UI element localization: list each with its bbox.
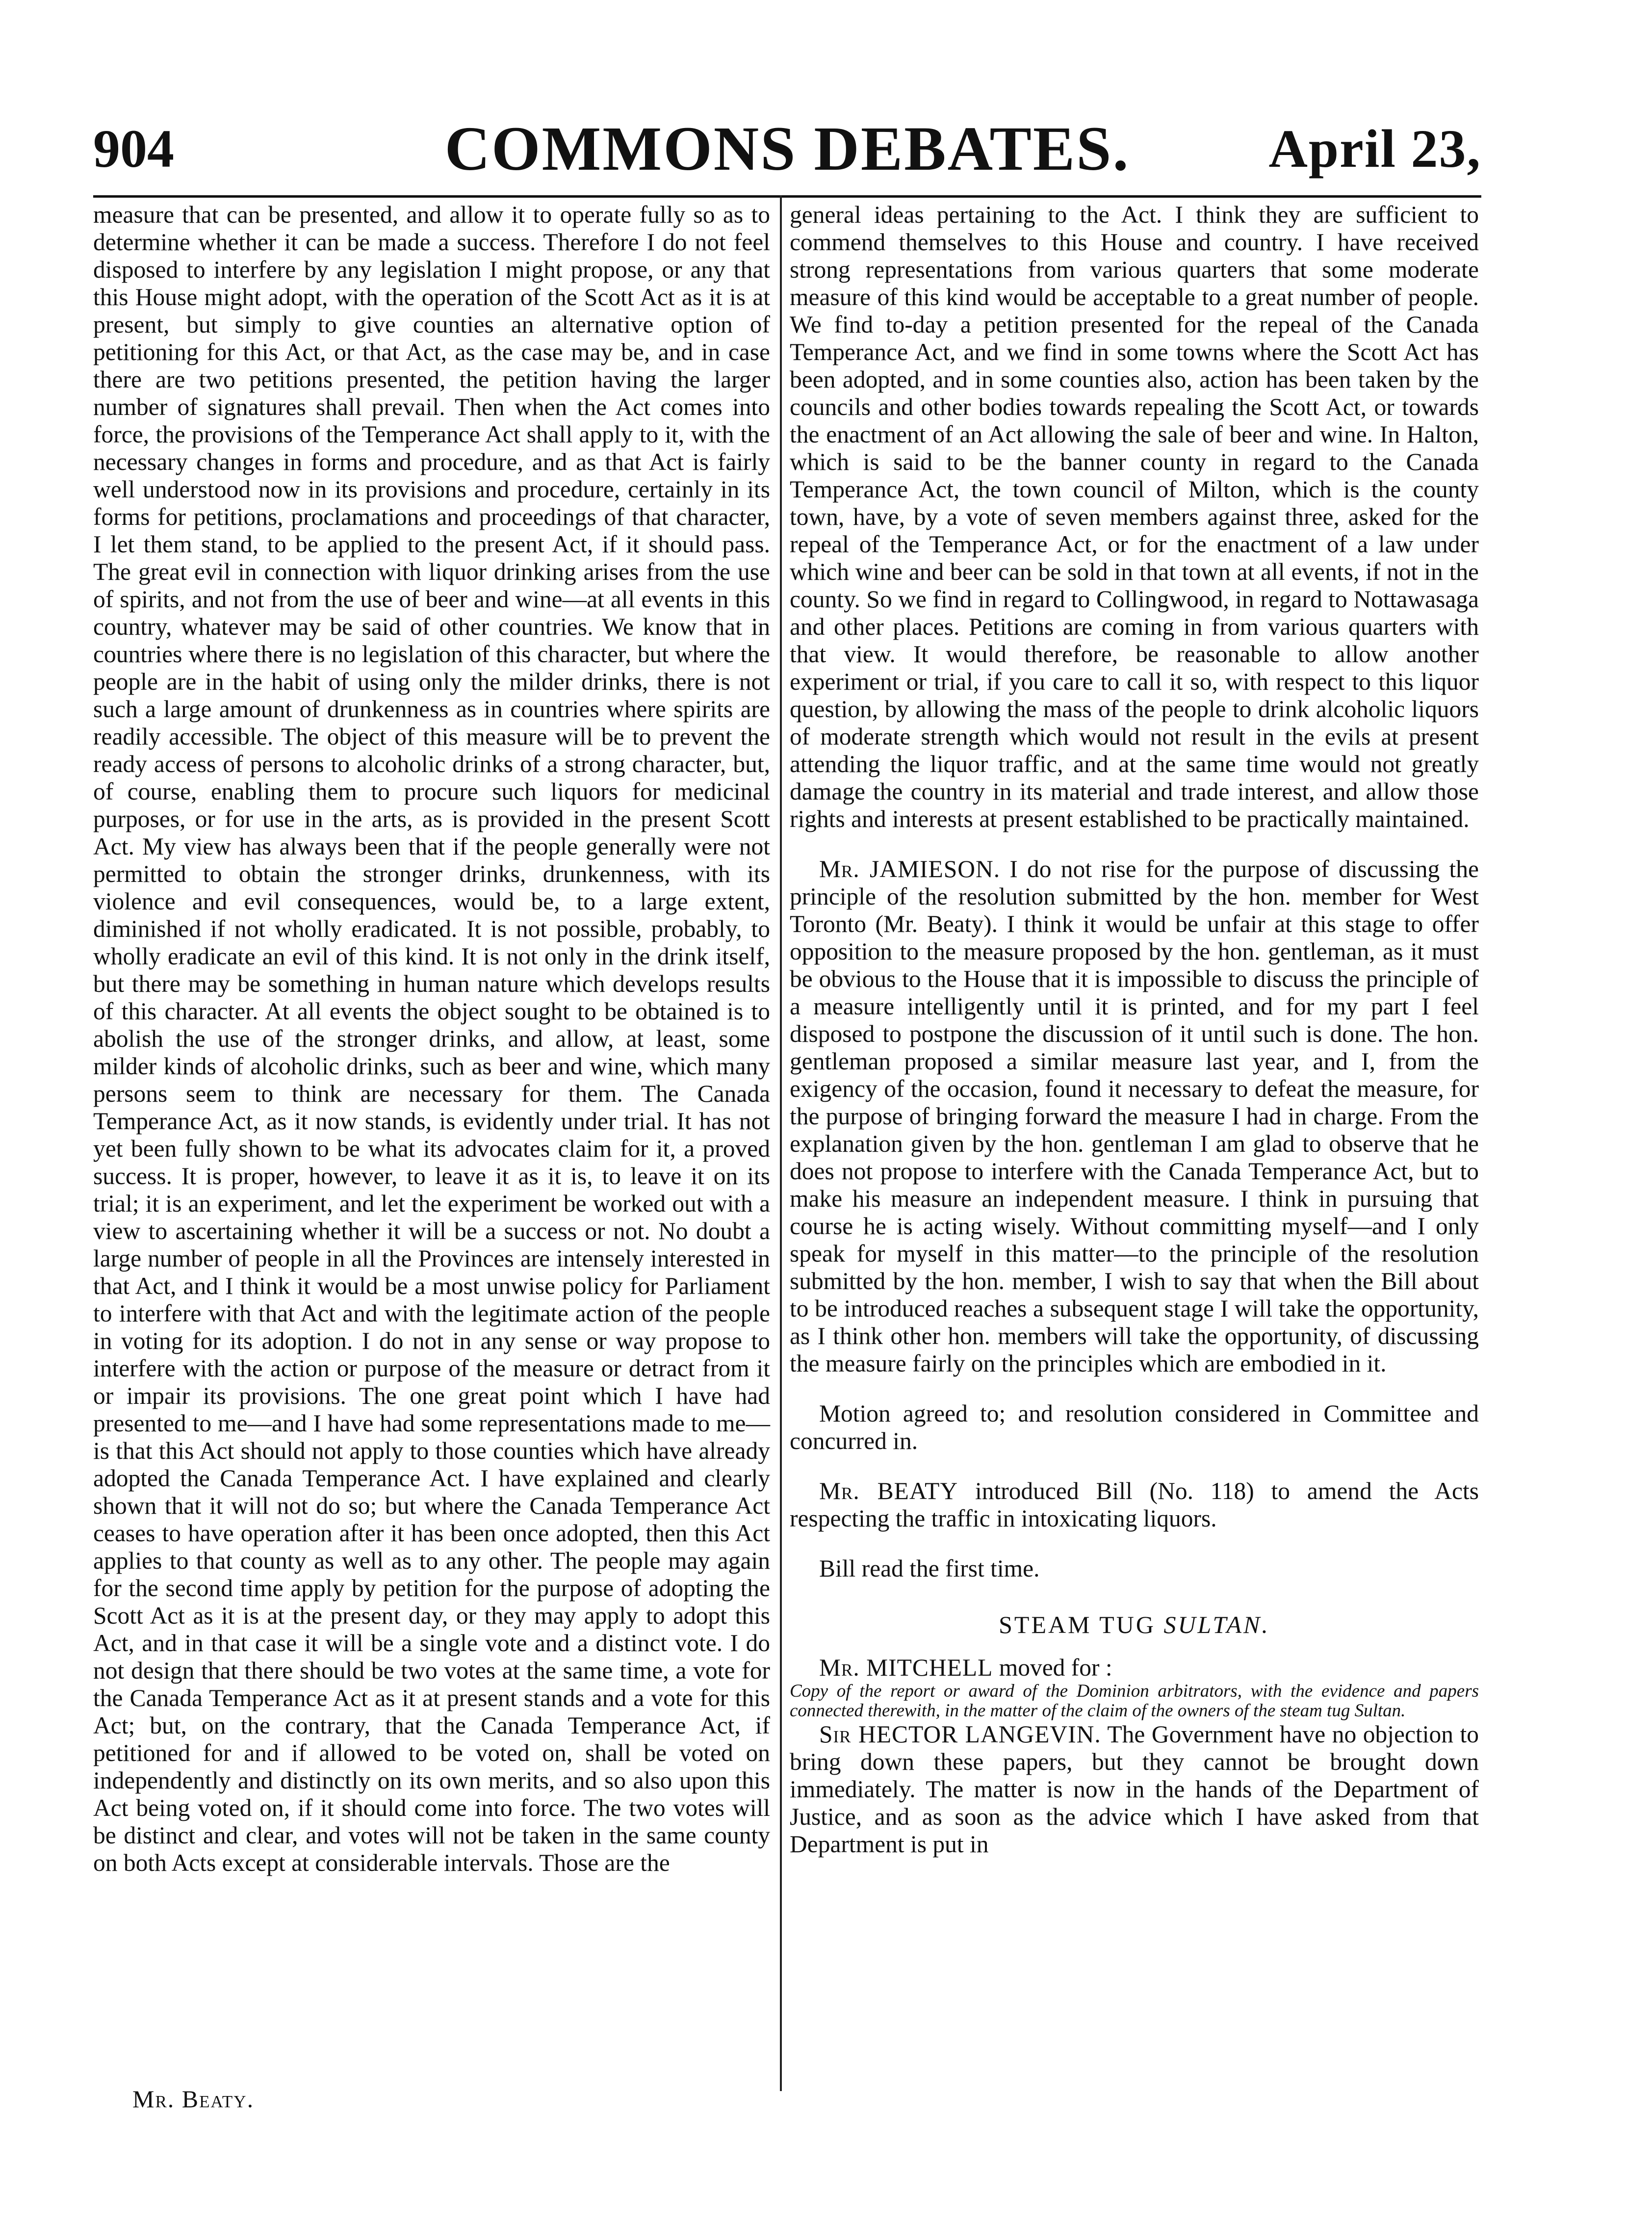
motion-agreed: Motion agreed to; and resolution considered in Committee and concurred in. [790,1400,1479,1454]
header-date: April 23, [1268,119,1481,179]
speaker-name: Mr. MITCHELL [819,1654,993,1681]
speaker-name: Mr. BEATY [819,1477,958,1504]
right-paragraph-continued: general ideas pertaining to the Act. I think they are sufficient to commend themselves to this House and country. I have received strong representations from various quarters that some moderate measure of this kind would be acceptable to a great number of people. We find to-day a petition presented for the repeal of the Canada Temperance Act, and we find in some towns where the Scott Act has been adopted, and in some counties also, action has been taken by the councils and other bodies towards repealing the Scott Act, or towards the enactment of an Act allowing the sale of beer and wine. In Halton, which is said to be the banner county in regard to the Canada Temperance Act, the town council of Milton, which is the county town, have, by a vote of seven members against three, asked for the repeal of the Temperance Act, or for the enactment of a law under which wine and beer can be sold in that town at all events, if not in the county. So we find in regard to Collingwood, in regard to Nottawasaga and other places. Petitions are coming in from various quarters with that view. It would therefore, be reasonable to allow another experiment or trial, if you care to call it so, with respect to this liquor question, by allowing the mass of the people to drink alcoholic liquors of moderate strength which would not result in the evils at present attending the liquor traffic, and at the same time would not greatly damage the country in its material and trade interest, and allow those rights and interests at present established to be practically maintained. [790,201,1479,832]
section-heading [790,1611,1479,1638]
speech-text: The Government have no objection to bring down these papers, but they cannot be brought down immediately. The matter is now in the hands of the Department of Justice, and as soon as the advice which I have asked from that Department is put in [790,1721,1479,1858]
header-rule [93,195,1481,198]
first-reading: Bill read the first time. [819,1555,1040,1582]
running-speaker-name: Mr. Beaty. [132,2085,255,2113]
speaker-name: Mr. JAMIESON. [819,855,1001,882]
jamieson-speech [790,855,1479,1377]
mitchell-motion [790,1654,1479,1682]
section-heading-vessel: SULTAN. [1163,1611,1270,1638]
left-column [93,201,770,1877]
journal-title: COMMONS DEBATES. [444,114,1130,183]
speech-text: introduced Bill (No. 118) to amend the Acts respecting the traffic in intoxicating liquors. [790,1477,1479,1532]
page-number: 904 [93,119,174,179]
left-paragraph: measure that can be presented, and allow it to operate fully so as to determine whether it can be made a success. Therefore I do not feel disposed to interfere by any legislation I might propose, or any that this House might adopt, with the operation of the Scott Act as it is at present, but simply to give counties an alternative option of petitioning for this Act, or that Act, as the case may be, and in case there are two petitions presented, the petition having the larger number of signatures shall prevail. Then when the Act comes into force, the provisions of the Temperance Act shall apply to it, with the necessary changes in forms and procedure, and as that Act is fairly well understood now in its provisions and procedure, certainly in its forms for petitions, proclamations and proceedings of that character, I let them stand, to be applied to the present Act, if it should pass. The great evil in connection with liquor drinking arises from the use of spirits, and not from the use of beer and wine—at all events in this country, whatever may be said of other countries. We know that in countries where there is no legislation of this character, but where the people are in the habit of using only the milder drinks, there is not such a large amount of drunkenness as in countries where spirits are readily accessible. The object of this measure will be to prevent the ready access of persons to alcoholic drinks of a strong character, but, of course, enabling them to procure such liquors for medicinal purposes, or for use in the arts, as is provided in the present Scott Act. My view has always been that if the people generally were not permitted to obtain the stronger drinks, drunkenness, with its violence and evil consequences, would be, to a large extent, diminished if not wholly eradicated. It is not possible, probably, to wholly eradicate an evil of this kind. It is not only in the drink itself, but there may be something in human nature which develops results of this character. At all events the object sought to be obtained is to abolish the use of the stronger drinks, and allow, at least, some milder kinds of alcoholic drinks, such as beer and wine, which many persons seem to think are necessary for them. The Canada Temperance Act, as it now stands, is evidently under trial. It has not yet been fully shown to be what its advocates claim for it, a proved success. It is proper, however, to leave it as it is, to leave it on its trial; it is an experiment, and let the experiment be worked out with a view to ascertaining whether it will be a success or not. No doubt a large number of people in all the Provinces are intensely interested in that Act, and I think it would be a most unwise policy for Parliament to interfere with that Act and with the legitimate action of the people in voting for its adoption. I do not in any sense or way propose to interfere with the action or purpose of the measure or detract from it or impair its provisions. The one great point which I have had presented to me—and I have had some representations made to me—is that this Act should not apply to those counties which have already adopted the Canada Temperance Act. I have explained and clearly shown that it will not do so; but where the Canada Temperance Act ceases to have operation after it has been once adopted, then this Act applies to that county as well as to any other. The people may again for the second time apply by petition for the purpose of adopting the Scott Act as it is at the present day, or they may apply to adopt this Act, and in that case it will be a single vote and a distinct vote. I do not design that there should be two votes at the same time, a vote for the Canada Temperance Act as it at present stands and a vote for this Act; but, on the contrary, that the Canada Temperance Act, if petitioned for and if allowed to be voted on, shall be voted on independently and distinctly on its own merits, and so also upon this Act being voted on, if it should come into force. The two votes will be distinct and clear, and votes will not be taken in the same county on both Acts except at considerable intervals. Those are the [93,201,770,1876]
motion-text: Copy of the report or award of the Dominion arbitrators, with the evidence and papers connected therewith, in the matter of the claim of the owners of the steam tug Sultan. [790,1681,1479,1721]
right-column [790,201,1479,1858]
section-heading-prefix: STEAM TUG [999,1611,1156,1638]
speaker-name: Sir HECTOR LANGEVIN. [819,1721,1101,1748]
langevin-speech [790,1721,1479,1858]
speech-text: I do not rise for the purpose of discussing the principle of the resolution submitted by the hon. member for West Toronto (Mr. Beaty). I think it would be unfair at this stage to offer opposition to the measure proposed by the hon. gentleman, as it must be obvious to the House that it is impossible to discuss the principle of a measure intelligently until it is printed, and for my part I feel disposed to postpone the discussion of it until such is done. The hon. gentleman proposed a similar measure last year, and I, from the exigency of the occasion, found it necessary to defeat the measure, for the purpose of bringing forward the measure I had in charge. From the explanation given by the hon. gentleman I am glad to observe that he does not propose to interfere with the Canada Temperance Act, but to make his measure an independent measure. I think in pursuing that course he is acting wisely. Without committing myself—and I only speak for myself in this matter—to the principle of the resolution submitted by the hon. member, I wish to say that when the Bill about to be introduced reaches a subsequent stage I will take the opportunity, as I think other hon. members will take the opportunity, of discussing the measure fairly on the principles which are embodied in it. [790,855,1479,1377]
speech-text: moved for : [999,1654,1112,1681]
page-header [93,113,1481,191]
beaty-bill-introduction [790,1477,1479,1532]
column-divider [780,195,782,2091]
